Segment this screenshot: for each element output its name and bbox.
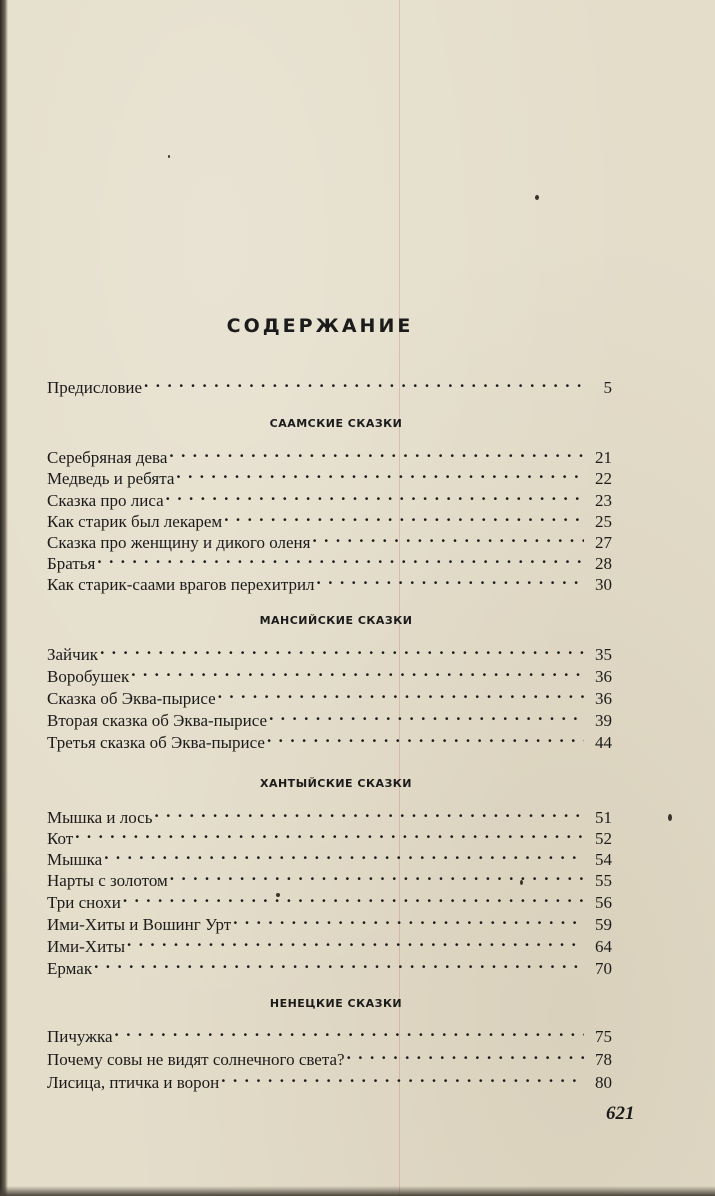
dot-leader bbox=[233, 908, 584, 930]
dot-leader bbox=[154, 801, 584, 823]
dot-leader bbox=[94, 952, 584, 974]
scan-bottom-shadow bbox=[0, 1186, 715, 1196]
dot-leader bbox=[166, 484, 584, 506]
toc-entry-label: Ими-Хиты и Вошинг Урт bbox=[47, 915, 232, 934]
toc-entry-label: Мышка bbox=[47, 850, 103, 869]
toc-entry bbox=[47, 547, 612, 573]
paper-speck bbox=[168, 155, 170, 158]
toc-entry-page: 55 bbox=[595, 871, 612, 890]
page-number: 621 bbox=[606, 1103, 635, 1124]
toc-entry-label: Зайчик bbox=[47, 645, 99, 664]
toc-entry-page: 25 bbox=[595, 512, 612, 531]
section-heading: МАНСИЙСКИЕ СКАЗКИ bbox=[259, 614, 413, 627]
dot-leader bbox=[269, 704, 584, 726]
toc-entry-page: 28 bbox=[595, 554, 612, 573]
toc-entry bbox=[47, 822, 612, 848]
toc-entry bbox=[47, 484, 612, 510]
toc-entry-label: Сказка про женщину и дикого оленя bbox=[47, 533, 311, 552]
toc-entry-label: Воробушек bbox=[47, 667, 130, 686]
toc-entry-label: Мышка и лось bbox=[47, 808, 153, 827]
toc-entry bbox=[47, 1020, 612, 1046]
section-heading: НЕНЕЦКИЕ СКАЗКИ bbox=[269, 997, 403, 1010]
toc-entry-page: 44 bbox=[595, 733, 612, 752]
toc-entry-page: 23 bbox=[595, 491, 612, 510]
toc-entry bbox=[47, 682, 612, 708]
toc-entry-page: 27 bbox=[595, 533, 612, 552]
toc-entry bbox=[47, 726, 612, 752]
dot-leader bbox=[100, 638, 584, 660]
paper-speck bbox=[276, 893, 280, 897]
toc-entry-page: 21 bbox=[595, 448, 612, 467]
toc-entry-label: Предисловие bbox=[47, 378, 143, 397]
paper-speck bbox=[520, 880, 523, 885]
toc-entry-label: Ими-Хиты bbox=[47, 937, 126, 956]
dot-leader bbox=[312, 526, 584, 548]
dot-leader bbox=[347, 1043, 584, 1065]
toc-entry bbox=[47, 526, 612, 552]
toc-entry bbox=[47, 638, 612, 664]
toc-entry-page: 22 bbox=[595, 469, 612, 488]
toc-entry bbox=[47, 1043, 612, 1069]
toc-entry bbox=[47, 505, 612, 531]
page-title: СОДЕРЖАНИЕ bbox=[226, 315, 414, 337]
dot-leader bbox=[97, 547, 584, 569]
toc-entry-page: 36 bbox=[595, 689, 612, 708]
toc-entry bbox=[47, 568, 612, 594]
dot-leader bbox=[221, 1066, 584, 1088]
toc-entry-page: 39 bbox=[595, 711, 612, 730]
toc-entry bbox=[47, 704, 612, 730]
toc-entry-label: Три снохи bbox=[47, 893, 121, 912]
toc-entry-page: 36 bbox=[595, 667, 612, 686]
toc-entry-label: Нарты с золотом bbox=[47, 871, 168, 890]
dot-leader bbox=[104, 843, 584, 865]
toc-entry-page: 75 bbox=[595, 1027, 612, 1046]
toc-entry-label: Кот bbox=[47, 829, 74, 848]
toc-entry bbox=[47, 952, 612, 978]
toc-entry-label: Почему совы не видят солнечного света? bbox=[47, 1050, 345, 1069]
toc-entry-label: Пичужка bbox=[47, 1027, 113, 1046]
dot-leader bbox=[218, 682, 584, 704]
dot-leader bbox=[115, 1020, 585, 1042]
toc-entry-label: Как старик-саами врагов перехитрил bbox=[47, 575, 315, 594]
dot-leader bbox=[169, 441, 584, 463]
dot-leader bbox=[224, 505, 584, 527]
toc-entry-page: 52 bbox=[595, 829, 612, 848]
toc-entry-label: Сказка об Эква-пырисе bbox=[47, 689, 216, 708]
dot-leader bbox=[131, 660, 584, 682]
toc-entry bbox=[47, 930, 612, 956]
toc-entry-label: Медведь и ребята bbox=[47, 469, 175, 488]
dot-leader bbox=[144, 371, 584, 393]
toc-entry bbox=[47, 908, 612, 934]
toc-entry bbox=[47, 371, 612, 397]
toc-entry-page: 78 bbox=[595, 1050, 612, 1069]
toc-entry-page: 59 bbox=[595, 915, 612, 934]
scan-edge-shadow bbox=[0, 0, 8, 1196]
toc-entry bbox=[47, 462, 612, 488]
toc-entry-label: Сказка про лиса bbox=[47, 491, 164, 510]
page-fold-line bbox=[399, 0, 400, 1196]
toc-entry-page: 35 bbox=[595, 645, 612, 664]
toc-entry-label: Как старик был лекарем bbox=[47, 512, 223, 531]
dot-leader bbox=[75, 822, 584, 844]
toc-entry-label: Ермак bbox=[47, 959, 93, 978]
toc-entry bbox=[47, 843, 612, 869]
toc-entry-label: Братья bbox=[47, 554, 96, 573]
toc-entry-page: 54 bbox=[595, 850, 612, 869]
dot-leader bbox=[317, 568, 584, 590]
dot-leader bbox=[267, 726, 584, 748]
toc-entry-label: Третья сказка об Эква-пырисе bbox=[47, 733, 265, 752]
toc-entry-label: Лисица, птичка и ворон bbox=[47, 1073, 220, 1092]
dot-leader bbox=[123, 886, 584, 908]
toc-entry-page: 5 bbox=[603, 378, 612, 397]
toc-entry bbox=[47, 886, 612, 912]
paper-speck bbox=[668, 814, 672, 821]
dot-leader bbox=[176, 462, 584, 484]
toc-entry-page: 80 bbox=[595, 1073, 612, 1092]
paper-speck bbox=[535, 195, 539, 200]
section-heading: САAМСКИЕ СКАЗКИ bbox=[269, 417, 403, 430]
toc-entry-page: 70 bbox=[595, 959, 612, 978]
section-heading: ХАНТЫЙСКИЕ СКАЗКИ bbox=[259, 777, 412, 790]
toc-entry bbox=[47, 441, 612, 467]
toc-entry-page: 51 bbox=[595, 808, 612, 827]
toc-entry-page: 64 bbox=[595, 937, 612, 956]
toc-entry bbox=[47, 801, 612, 827]
toc-entry bbox=[47, 660, 612, 686]
toc-entry-page: 30 bbox=[595, 575, 612, 594]
toc-entry-label: Серебряная дева bbox=[47, 448, 168, 467]
toc-entry-page: 56 bbox=[595, 893, 612, 912]
toc-entry-label: Вторая сказка об Эква-пырисе bbox=[47, 711, 268, 730]
toc-entry bbox=[47, 864, 612, 890]
dot-leader bbox=[127, 930, 584, 952]
toc-entry bbox=[47, 1066, 612, 1092]
